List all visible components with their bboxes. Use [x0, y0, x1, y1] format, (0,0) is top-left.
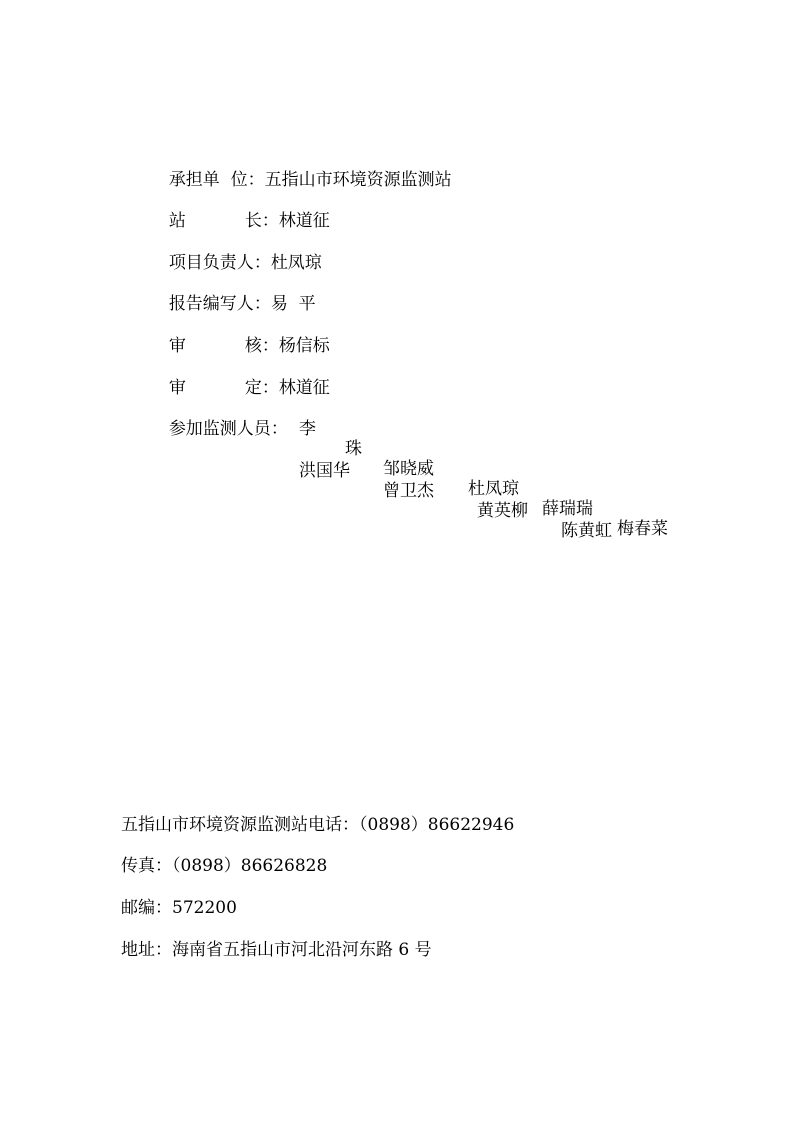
project-lead-label: 项目负责人	[168, 253, 254, 273]
director-label-second: 长	[244, 211, 262, 231]
director-label-first: 站	[168, 211, 186, 231]
approver-label-second: 定	[244, 378, 262, 398]
undertaking-unit-colon: ：	[247, 170, 265, 190]
reviewer-colon: ：	[261, 336, 279, 356]
address-line: 地址：海南省五指山市河北沿河东路 6 号	[121, 940, 432, 960]
phone-line: 五指山市环境资源监测站电话：（0898）86622946	[121, 815, 515, 835]
participant-name: 李	[299, 419, 316, 439]
participant-name: 洪国华	[299, 461, 350, 481]
undertaking-unit-row	[158, 150, 452, 190]
participant-name: 陈黄虹	[561, 521, 612, 541]
participant-name: 薛瑞瑞	[542, 499, 593, 519]
reviewer-label-first: 审	[168, 336, 186, 356]
project-lead-colon: ：	[253, 253, 271, 273]
reviewer-row	[158, 316, 330, 356]
approver-colon: ：	[261, 378, 279, 398]
participant-name: 邹晓威	[383, 459, 434, 479]
participants-label: 参加监测人员	[168, 419, 271, 439]
reviewer-value: 杨信标	[278, 336, 330, 356]
undertaking-unit-label: 承担单 位	[168, 170, 248, 190]
fax-line: 传真：（0898）86626828	[121, 856, 328, 876]
report-writer-row	[158, 274, 316, 314]
participant-name: 曾卫杰	[383, 481, 434, 501]
project-lead-row	[158, 233, 322, 273]
report-writer-colon: ：	[253, 294, 271, 314]
participants-colon: ：	[270, 419, 288, 439]
reviewer-label-second: 核	[244, 336, 262, 356]
approver-label-first: 审	[168, 378, 186, 398]
report-writer-value: 易 平	[270, 294, 316, 314]
participant-name: 杜凤琼	[468, 479, 519, 499]
undertaking-unit-value: 五指山市环境资源监测站	[264, 170, 452, 190]
report-writer-label: 报告编写人	[168, 294, 254, 314]
director-value: 林道征	[278, 211, 330, 231]
participant-name: 黄英柳	[477, 501, 528, 521]
approver-row	[158, 358, 330, 398]
participant-name: 珠	[345, 439, 362, 459]
project-lead-value: 杜凤琼	[270, 253, 322, 273]
participants-label-row	[158, 399, 288, 439]
participant-name: 梅春菜	[617, 519, 668, 539]
director-colon: ：	[261, 211, 279, 231]
director-row	[158, 191, 330, 231]
postcode-line: 邮编：572200	[121, 898, 237, 918]
approver-value: 林道征	[278, 378, 330, 398]
